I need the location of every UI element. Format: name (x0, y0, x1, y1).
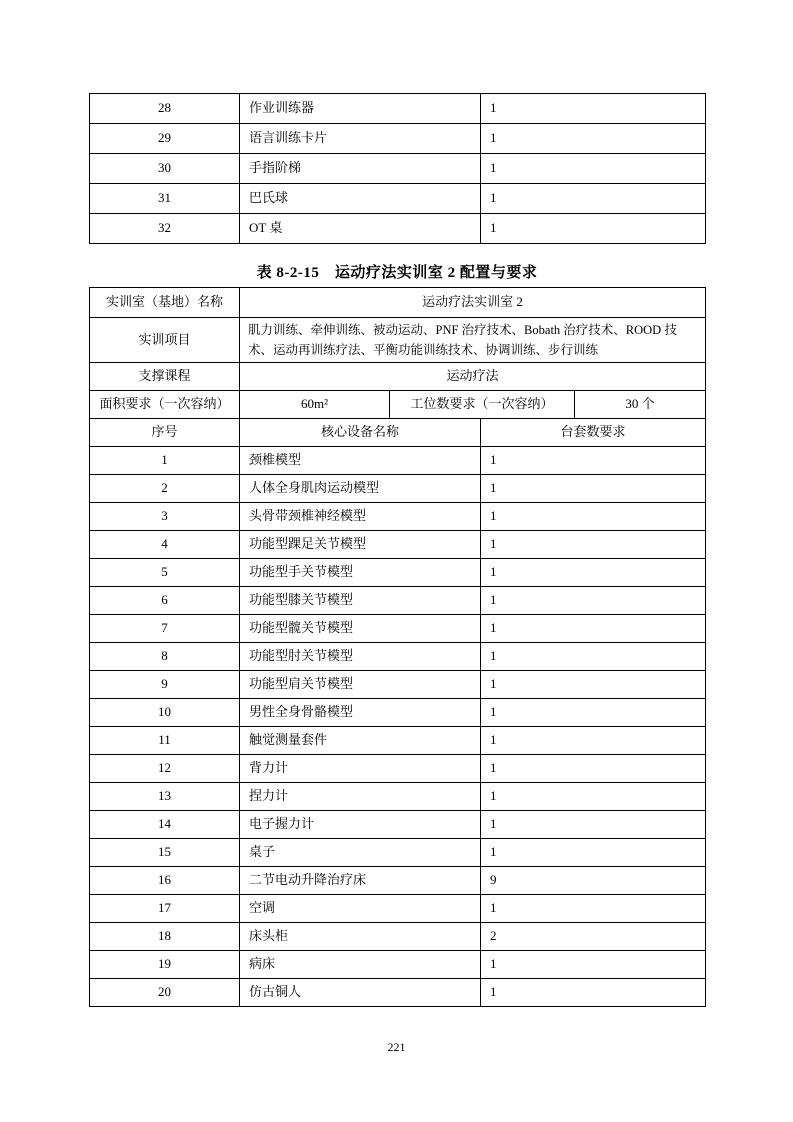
quantity-cell: 9 (481, 867, 706, 895)
table-row (90, 755, 706, 783)
table-title: 表 8-2-15 运动疗法实训室 2 配置与要求 (256, 265, 538, 281)
table-row (90, 184, 706, 214)
header-number: 序号 (90, 419, 240, 447)
quantity-cell: 1 (481, 671, 706, 699)
equipment-name-cell: 桌子 (240, 839, 481, 867)
row-number-cell: 17 (90, 895, 240, 923)
equipment-name-cell: 捏力计 (240, 783, 481, 811)
table-row (90, 643, 706, 671)
table-row (90, 727, 706, 755)
room-config-table (89, 287, 706, 1007)
equipment-name-cell: 功能型肘关节模型 (240, 643, 481, 671)
equipment-name-cell: 功能型踝足关节模型 (240, 531, 481, 559)
equipment-name-cell: 背力计 (240, 755, 481, 783)
support-course-row (90, 363, 706, 391)
quantity-cell: 1 (481, 559, 706, 587)
equipment-name-cell: 头骨带颈椎神经模型 (240, 503, 481, 531)
row-number-cell: 9 (90, 671, 240, 699)
quantity-cell: 1 (481, 615, 706, 643)
equipment-name-cell: 手指阶梯 (240, 154, 481, 184)
quantity-cell: 1 (481, 783, 706, 811)
quantity-cell: 1 (481, 979, 706, 1007)
quantity-cell: 1 (481, 895, 706, 923)
quantity-cell: 1 (481, 727, 706, 755)
area-stations-row (90, 391, 706, 419)
equipment-name-cell: 颈椎模型 (240, 447, 481, 475)
row-number-cell: 12 (90, 755, 240, 783)
equipment-name-cell: 仿古铜人 (240, 979, 481, 1007)
row-number-cell: 31 (90, 184, 240, 214)
table-row (90, 811, 706, 839)
row-number-cell: 7 (90, 615, 240, 643)
row-number-cell: 2 (90, 475, 240, 503)
quantity-cell: 1 (481, 839, 706, 867)
quantity-cell: 1 (481, 447, 706, 475)
row-number-cell: 29 (90, 124, 240, 154)
quantity-cell: 1 (481, 531, 706, 559)
support-course-value: 运动疗法 (240, 363, 706, 391)
equipment-name-cell: 作业训练器 (240, 94, 481, 124)
table-row (90, 671, 706, 699)
row-number-cell: 30 (90, 154, 240, 184)
row-number-cell: 14 (90, 811, 240, 839)
equipment-name-cell: 人体全身肌肉运动模型 (240, 475, 481, 503)
equipment-name-cell: 功能型膝关节模型 (240, 587, 481, 615)
quantity-cell: 1 (481, 94, 706, 124)
table-row (90, 587, 706, 615)
row-number-cell: 16 (90, 867, 240, 895)
row-number-cell: 15 (90, 839, 240, 867)
area-label: 面积要求（一次容纳） (90, 391, 240, 419)
row-number-cell: 3 (90, 503, 240, 531)
table-row (90, 559, 706, 587)
quantity-cell: 1 (481, 951, 706, 979)
equipment-name-cell: 功能型髋关节模型 (240, 615, 481, 643)
table-row (90, 447, 706, 475)
table-row (90, 923, 706, 951)
table-row (90, 615, 706, 643)
row-number-cell: 32 (90, 214, 240, 244)
equipment-name-cell: 语言训练卡片 (240, 124, 481, 154)
table-row (90, 951, 706, 979)
page-number: 221 (387, 1040, 406, 1054)
row-number-cell: 20 (90, 979, 240, 1007)
table-row (90, 475, 706, 503)
table-row (90, 979, 706, 1007)
quantity-cell: 1 (481, 154, 706, 184)
room-name-label: 实训室（基地）名称 (90, 288, 240, 318)
row-number-cell: 6 (90, 587, 240, 615)
training-project-label: 实训项目 (90, 318, 240, 363)
table-row (90, 699, 706, 727)
row-number-cell: 13 (90, 783, 240, 811)
row-number-cell: 18 (90, 923, 240, 951)
quantity-cell: 1 (481, 214, 706, 244)
row-number-cell: 10 (90, 699, 240, 727)
equipment-header-row (90, 419, 706, 447)
quantity-cell: 1 (481, 503, 706, 531)
stations-value: 30 个 (575, 391, 706, 419)
quantity-cell: 1 (481, 643, 706, 671)
row-number-cell: 4 (90, 531, 240, 559)
equipment-name-cell: 空调 (240, 895, 481, 923)
training-project-value: 肌力训练、牵伸训练、被动运动、PNF 治疗技术、Bobath 治疗技术、ROOD 技术、运动再训练疗法、平衡功能训练技术、协调训练、步行训练 (240, 318, 706, 363)
equipment-name-cell: 二节电动升降治疗床 (240, 867, 481, 895)
equipment-name-cell: 功能型肩关节模型 (240, 671, 481, 699)
equipment-name-cell: 功能型手关节模型 (240, 559, 481, 587)
stations-label: 工位数要求（一次容纳） (390, 391, 575, 419)
table-row (90, 503, 706, 531)
quantity-cell: 1 (481, 699, 706, 727)
table-row (90, 154, 706, 184)
previous-equipment-table (89, 93, 706, 244)
table-row (90, 214, 706, 244)
support-course-label: 支撑课程 (90, 363, 240, 391)
table-row (90, 867, 706, 895)
table-row (90, 124, 706, 154)
table-row (90, 839, 706, 867)
equipment-name-cell: 巴氏球 (240, 184, 481, 214)
equipment-name-cell: 病床 (240, 951, 481, 979)
quantity-cell: 1 (481, 124, 706, 154)
quantity-cell: 1 (481, 755, 706, 783)
header-equipment-name: 核心设备名称 (240, 419, 481, 447)
quantity-cell: 1 (481, 587, 706, 615)
quantity-cell: 1 (481, 475, 706, 503)
table-row (90, 783, 706, 811)
quantity-cell: 1 (481, 184, 706, 214)
page-content (89, 93, 705, 1007)
table-row (90, 531, 706, 559)
table-row (90, 94, 706, 124)
training-project-row (90, 318, 706, 363)
row-number-cell: 5 (90, 559, 240, 587)
room-name-row (90, 288, 706, 318)
equipment-name-cell: 床头柜 (240, 923, 481, 951)
row-number-cell: 28 (90, 94, 240, 124)
table-row (90, 895, 706, 923)
equipment-name-cell: 男性全身骨骼模型 (240, 699, 481, 727)
header-quantity: 台套数要求 (481, 419, 706, 447)
equipment-name-cell: 电子握力计 (240, 811, 481, 839)
area-value: 60m² (240, 391, 390, 419)
equipment-name-cell: 触觉测量套件 (240, 727, 481, 755)
room-name-value: 运动疗法实训室 2 (240, 288, 706, 318)
row-number-cell: 8 (90, 643, 240, 671)
row-number-cell: 1 (90, 447, 240, 475)
row-number-cell: 19 (90, 951, 240, 979)
quantity-cell: 1 (481, 811, 706, 839)
quantity-cell: 2 (481, 923, 706, 951)
row-number-cell: 11 (90, 727, 240, 755)
equipment-name-cell: OT 桌 (240, 214, 481, 244)
